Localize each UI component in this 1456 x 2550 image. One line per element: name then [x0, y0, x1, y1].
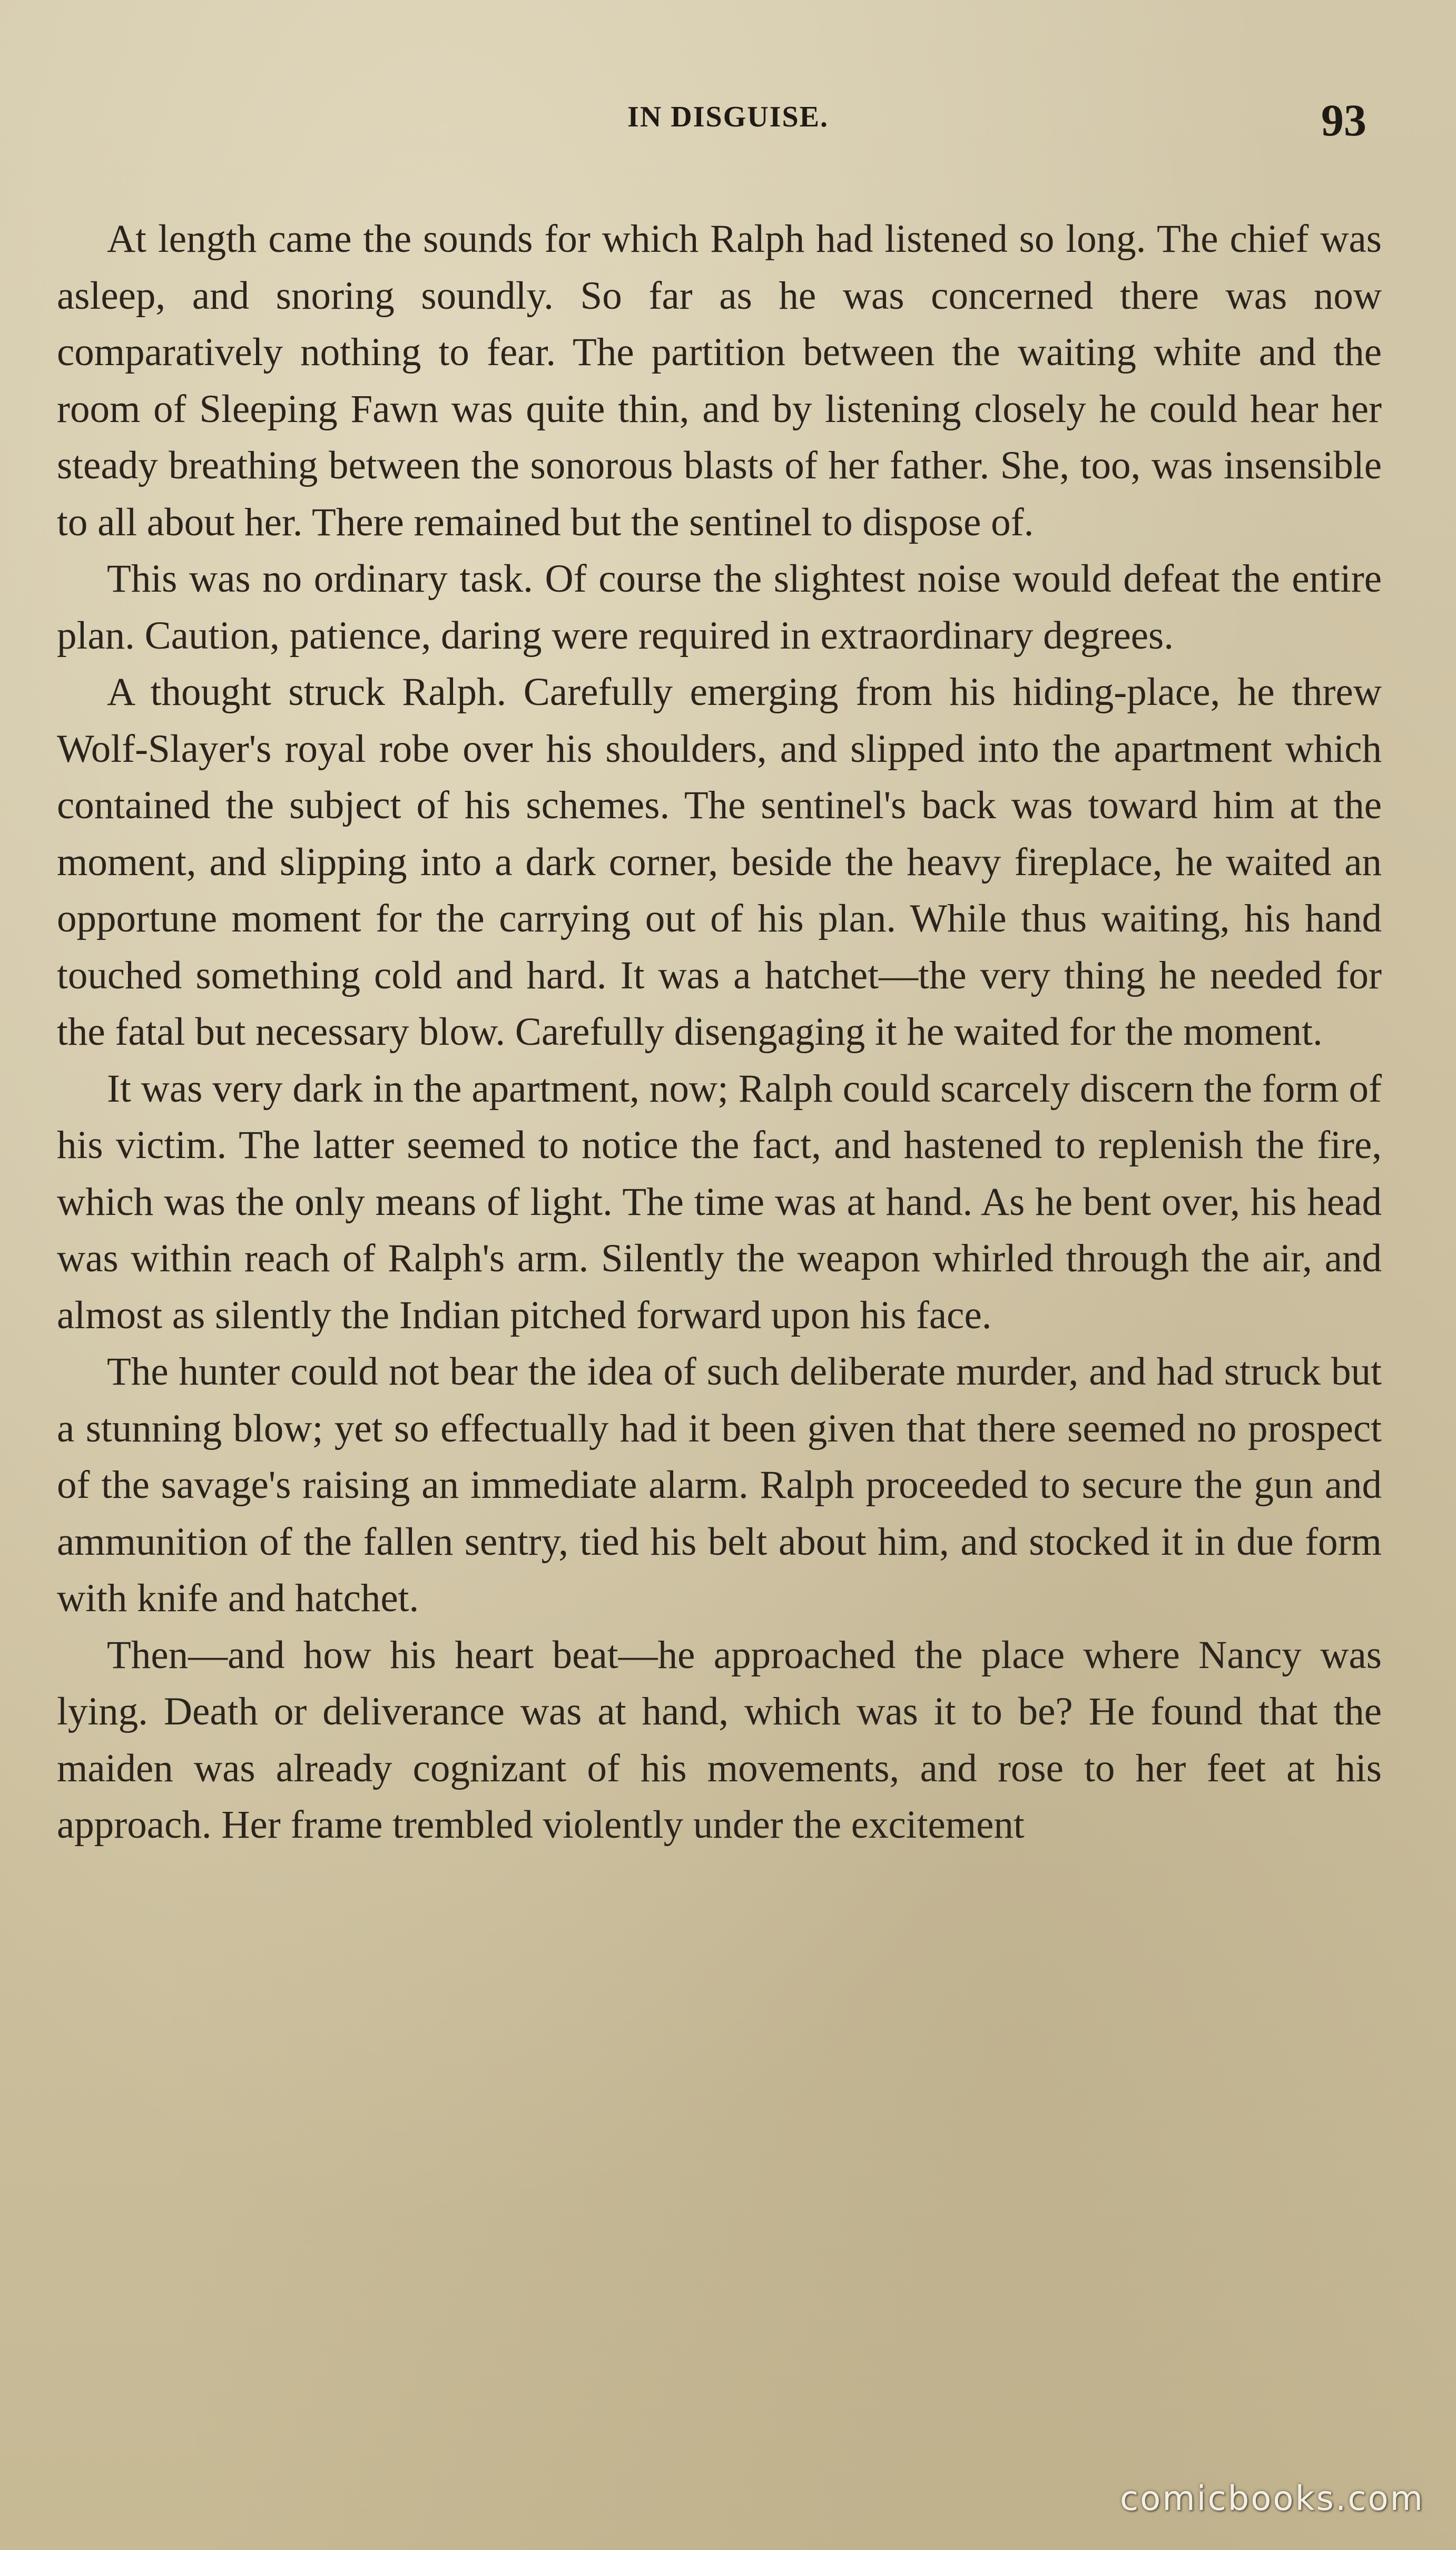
- paragraph: Then—and how his heart beat—he approached the place where Nancy was lying. Death or deliverance was at hand, which was it to be? He found that the maiden was already cognizant of his movements, and rose to her feet at his approach. Her frame trembled violently under the excitement: [57, 1633, 1382, 1847]
- paragraph: It was very dark in the apartment, now; Ralph could scarcely discern the form of his victim. The latter seemed to notice the fact, and hastened to replenish the fire, which was the only means of light. The time was at hand. As he bent over, his head was within reach of Ralph's arm. Silently the weapon whirled through the air, and almost as silently the Indian pitched forward upon his face.: [57, 1066, 1382, 1337]
- page-number: 93: [1321, 95, 1366, 145]
- body-text: [57, 211, 1382, 1853]
- paragraph: This was no ordinary task. Of course the slightest noise would defeat the entire plan. Caution, patience, daring were required in extraordinary degrees.: [57, 557, 1382, 658]
- running-head: IN DISGUISE.: [627, 101, 829, 133]
- page-header: [0, 90, 1456, 153]
- paragraph: The hunter could not bear the idea of such deliberate murder, and had struck but a stunning blow; yet so effectually had it been given that there seemed no prospect of the savage's raising an immediate alarm. Ralph proceeded to secure the gun and ammunition of the fallen sentry, tied his belt about him, and stocked it in due form with knife and hatchet.: [57, 1350, 1382, 1620]
- paragraph: A thought struck Ralph. Carefully emerging from his hiding-place, he threw Wolf-Slayer's royal robe over his shoulders, and slipped into the apartment which contained the subject of his schemes. The sentinel's back was toward him at the moment, and slipping into a dark corner, beside the heavy fireplace, he waited an opportune moment for the carrying out of his plan. While thus waiting, his hand touched something cold and hard. It was a hatchet—the very thing he needed for the fatal but necessary blow. Carefully disengaging it he waited for the moment.: [57, 670, 1382, 1054]
- watermark: comicbooks.com: [1119, 2479, 1424, 2518]
- paragraph: At length came the sounds for which Ralph had listened so long. The chief was asleep, and snoring soundly. So far as he was concerned there was now comparatively nothing to fear. The partition between the waiting white and the room of Sleeping Fawn was quite thin, and by listening closely he could hear her steady breathing between the sonorous blasts of her father. She, too, was insensible to all about her. There remained but the sentinel to dispose of.: [57, 217, 1382, 544]
